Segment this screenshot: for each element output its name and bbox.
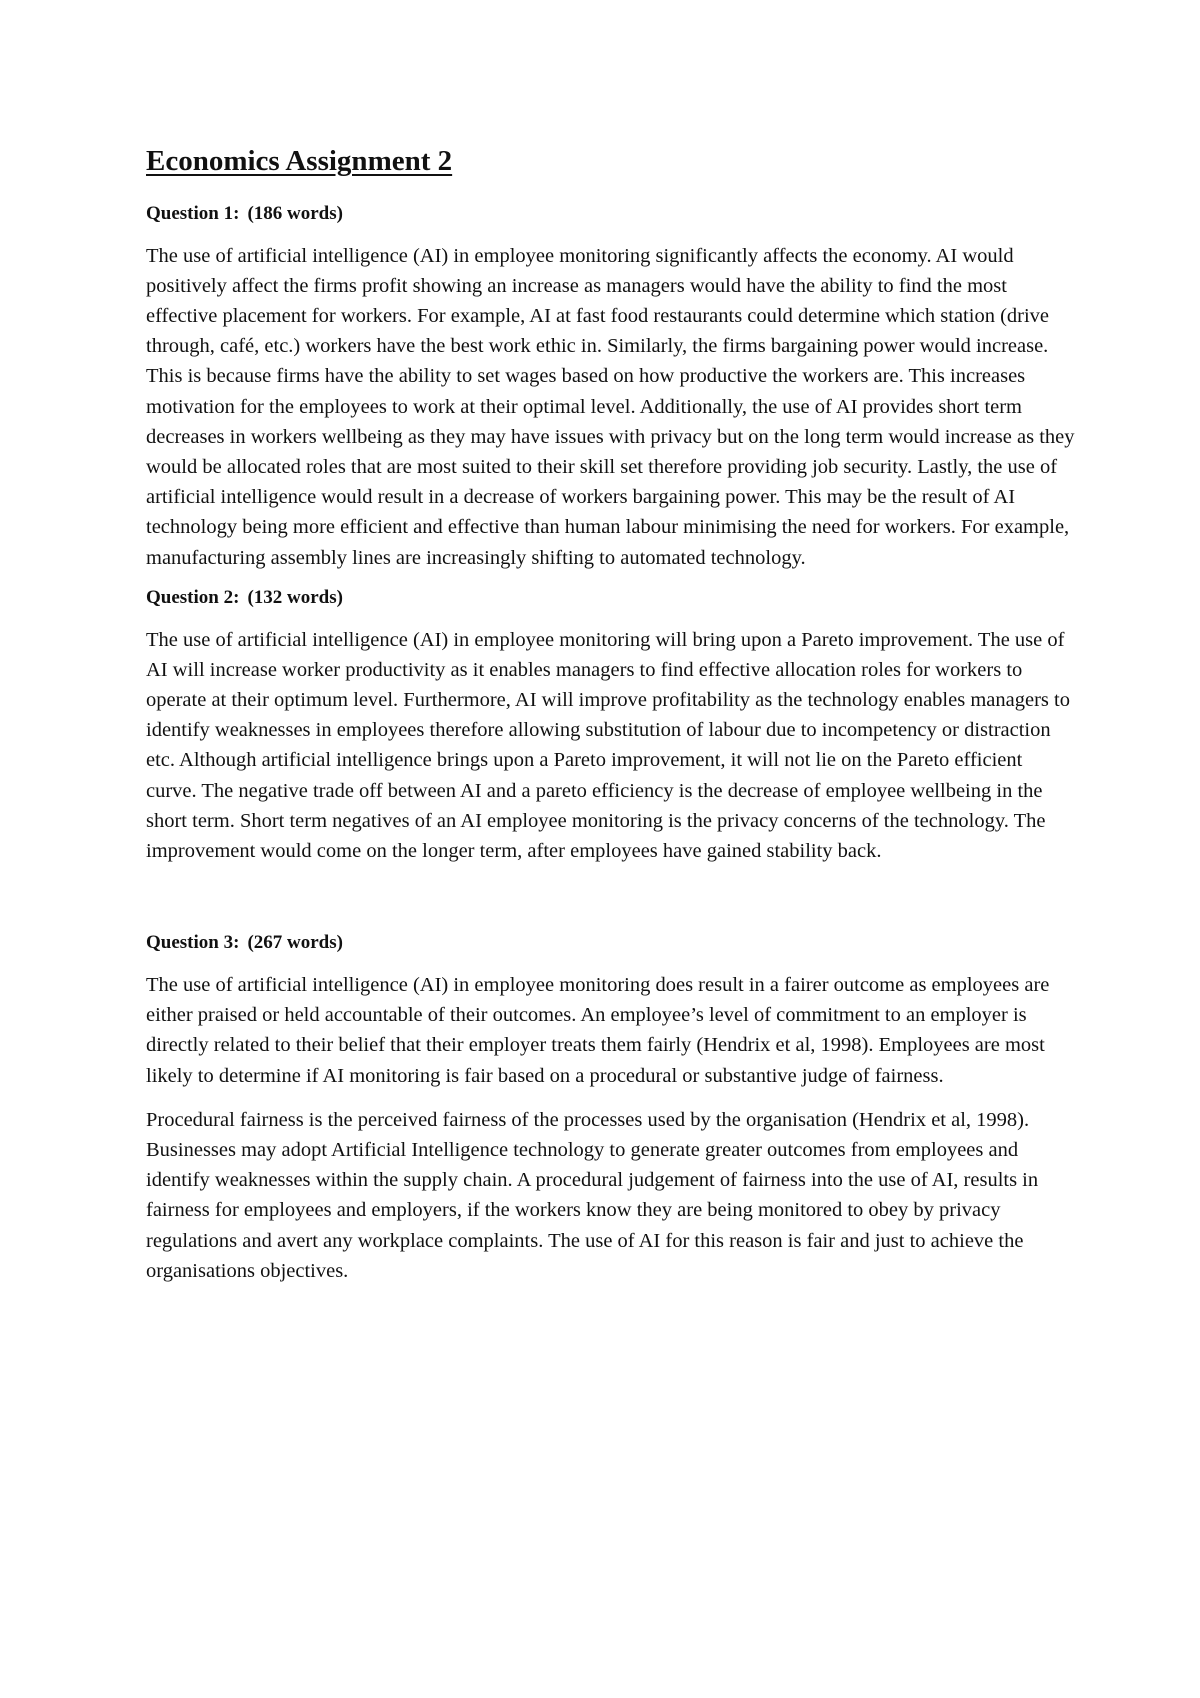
question-1-section [146,203,1076,573]
question-2-heading [146,587,1076,610]
question-2-paragraph: The use of artificial intelligence (AI) in employee monitoring will bring upon a Pareto improvement. The use of AI will increase worker productivity as it enables managers to find effective allocation roles for workers to operate at their optimum level. Furthermore, AI will improve profitability as the technology enables managers to identify weaknesses in employees therefore allowing substitution of labour due to incompetency or distraction etc. Although artificial intelligence brings upon a Pareto improvement, it will not lie on the Pareto efficient curve. The negative trade off between AI and a pareto efficiency is the decrease of employee wellbeing in the short term. Short term negatives of an AI employee monitoring is the privacy concerns of the technology. The improvement would come on the longer term, after employees have gained stability back. [146,628,1070,863]
question-3-heading [146,932,1076,955]
section-gap [146,880,1076,932]
document-title: Economics Assignment 2 [146,145,453,177]
question-1-label: Question 1: [146,202,240,224]
question-2-word-count: (132 words) [247,586,343,608]
question-2-label: Question 2: [146,586,240,608]
question-3-label: Question 3: [146,932,240,954]
question-3-paragraph-1: The use of artificial intelligence (AI) in employee monitoring does result in a fairer outcome as employees are either praised or held accountable of their outcomes. An employee’s level of commitment to an employer is directly related to their belief that their employer treats them fairly (Hendrix et al, 1998). Employees are most likely to determine if AI monitoring is fair based on a procedural or substantive judge of fairness. [146,974,1050,1087]
document-page [146,144,1076,1300]
question-3-section [146,932,1076,1286]
question-1-word-count: (186 words) [247,202,343,224]
question-3-paragraph-2: Procedural fairness is the perceived fairness of the processes used by the organisation (Hendrix et al, 1998). Businesses may adopt Artificial Intelligence technology to generate greater outcomes from employees and identify weaknesses within the supply chain. A procedural judgement of fairness into the use of AI, results in fairness for employees and employers, if the workers know they are being monitored to obey by privacy regulations and avert any workplace complaints. The use of AI for this reason is fair and just to achieve the organisations objectives. [146,1108,1039,1282]
question-1-heading [146,203,1076,226]
question-2-section [146,587,1076,866]
question-1-paragraph: The use of artificial intelligence (AI) in employee monitoring significantly affects the economy. AI would positively affect the firms profit showing an increase as managers would have the ability to find the most effective placement for workers. For example, AI at fast food restaurants could determine which station (drive through, café, etc.) workers have the best work ethic in. Similarly, the firms bargaining power would increase. This is because firms have the ability to set wages based on how productive the workers are. This increases motivation for the employees to work at their optimal level. Additionally, the use of AI provides short term decreases in workers wellbeing as they may have issues with privacy but on the long term would increase as they would be allocated roles that are most suited to their skill set therefore providing job security. Lastly, the use of artificial intelligence would result in a decrease of workers bargaining power. This may be the result of AI technology being more efficient and effective than human labour minimising the need for workers. For example, manufacturing assembly lines are increasingly shifting to automated technology. [146,244,1075,569]
question-3-word-count: (267 words) [247,932,343,954]
